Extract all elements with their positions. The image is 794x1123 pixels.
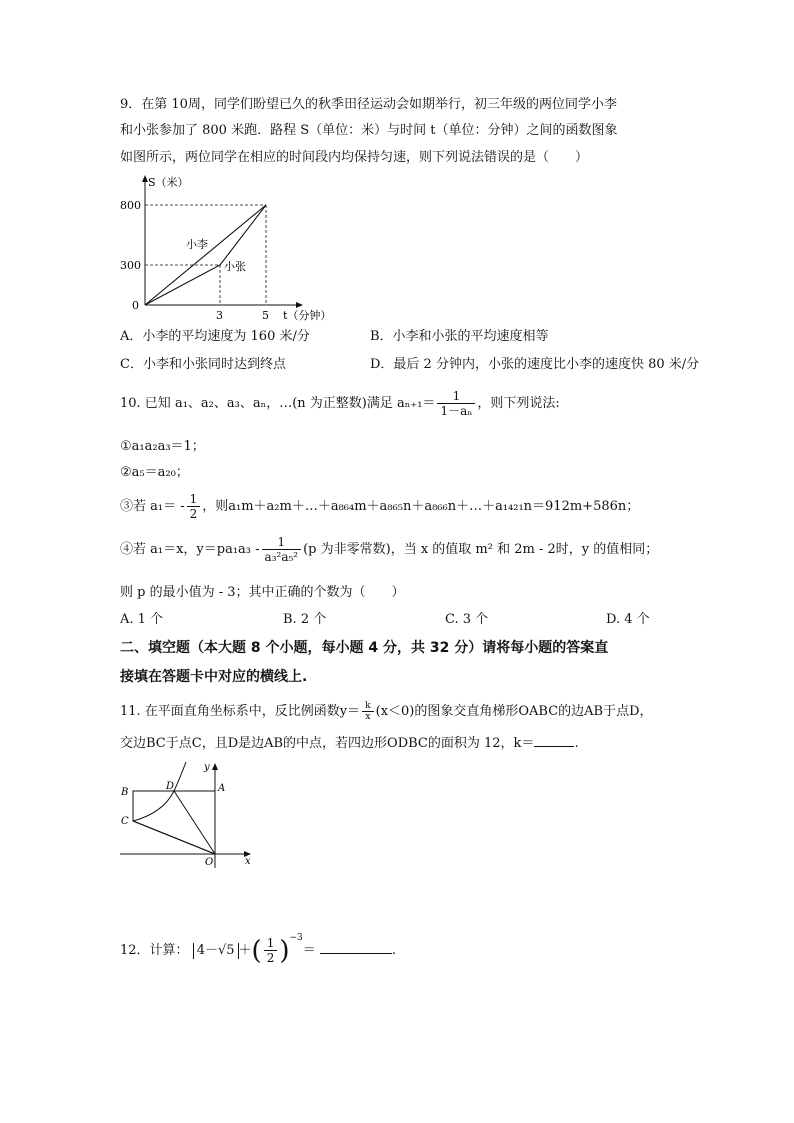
q11-label-o: O [205,857,214,868]
q12-exponent: −3 [289,933,303,943]
q10-statement-3: ③若 a₁＝ - $\frac{1}{2}$ ，则a₁m＋a₂m＋…＋a₈₆₄m＋a₈₆₅n＋a₈₆₆n＋…＋a₁₄₂₁n＝912m+586n； [120,492,640,521]
q9-line-3: 如图所示，两位同学在相应的时间段内均保持匀速，则下列说法错误的是（ ） [120,150,589,165]
q12-right-paren: ) [279,935,290,966]
q9-option-b: B．小李和小张的平均速度相等 [370,329,549,344]
q11-label-y: y [204,762,210,773]
section-2-heading-line-1: 二、填空题（本大题 8 个小题，每小题 4 分，共 32 分）请将每小题的答案直 [120,640,609,656]
q9-option-d: D．最后 2 分钟内，小张的速度比小李的速度快 80 米/分 [370,357,700,372]
q11-label-a: A [218,783,226,794]
q11-diagram [118,758,258,870]
q10-statement-4-end: 则 p 的最小值为 - 3；其中正确的个数为（ ） [120,585,405,600]
q10-statement-4: ④若 a₁＝x，y＝pa₁a₃ - $\frac{1}{\text{a₃²a₅²}}$ (p 为非零常数)，当 x 的值取 m² 和 2m - 2时，y 的值相同； [120,535,659,564]
q11-label-c: C [121,816,129,827]
q10-reciprocal-fraction: $\frac{1}{\text{a₃²a₅²}}$ [262,535,302,564]
q11-answer-blank[interactable] [534,734,574,747]
q9-line-2: 和小张参加了 800 米跑．路程 S（单位：米）与时间 t（单位：分钟）之间的函数图象 [120,123,618,138]
q9-tick-0: 0 [132,299,139,312]
q9-label-li: 小李 [186,238,208,251]
q11-k-over-x: $\frac{k}{x}$ [362,701,373,722]
q10-half-fraction: $\frac{1}{2}$ [187,492,201,521]
q9-tick-300: 300 [120,259,141,272]
q10-option-a: A. 1 个 [120,612,164,627]
q11-label-d: D [166,781,175,792]
q12-answer-blank[interactable] [320,941,392,954]
q9-y-axis-label: S（米） [148,176,189,189]
q10-statement-2: ②a₅＝a₂₀； [120,465,189,480]
q11-trapezoid [133,791,215,854]
q12-half-fraction: $\frac{1}{2}$ [264,936,278,965]
q9-label-zhang: 小张 [224,260,246,273]
q9-graph [118,172,348,322]
q9-line-li [145,205,266,305]
q11-line-1: 11. 在平面直角坐标系中，反比例函数y＝ $\frac{k}{x}$ (x＜0)的图象交直角梯形OABC的边AB于点D， [120,701,653,722]
q9-x-arrow [296,302,303,308]
q9-option-a: A．小李的平均速度为 160 米/分 [120,329,310,344]
q10-statement-1: ①a₁a₂a₃＝1； [120,439,205,454]
q9-tick-800: 800 [120,199,141,212]
q10-option-b: B. 2 个 [283,612,327,627]
q9-option-c: C．小李和小张同时达到终点 [120,357,286,372]
q11-label-b: B [121,787,129,798]
q11-label-x: x [245,856,251,867]
q12-absolute-value: 4－√5 [193,943,239,959]
q12-left-paren: ( [251,935,262,966]
q10-intro: 10. 已知 a₁、a₂、a₃、aₙ，…(n 为正整数)满足 aₙ₊₁＝ $\frac{1}{\text{1－aₙ}}$ ，则下列说法: [120,389,560,418]
q9-line-1: 9．在第 10周，同学们盼望已久的秋季田径运动会如期举行，初三年级的两位同学小李 [120,97,617,112]
q9-x-axis-label: t（分钟） [283,309,332,322]
section-2-heading-line-2: 接填在答题卡中对应的横线上. [120,669,308,685]
q10-recurrence-fraction: $\frac{1}{\text{1－aₙ}}$ [437,389,475,418]
q9-tick-5: 5 [262,309,269,322]
q12-expression: 12．计算： 4－√5 ＋( $\frac{1}{2}$ )$^{-3}$＝ . [120,933,397,966]
q9-tick-3: 3 [216,309,223,322]
q10-option-c: C. 3 个 [445,612,489,627]
q10-option-d: D. 4 个 [606,612,650,627]
q11-line-2: 交边BC于点C，且D是边AB的中点，若四边形ODBC的面积为 12，k＝ . [120,736,579,751]
